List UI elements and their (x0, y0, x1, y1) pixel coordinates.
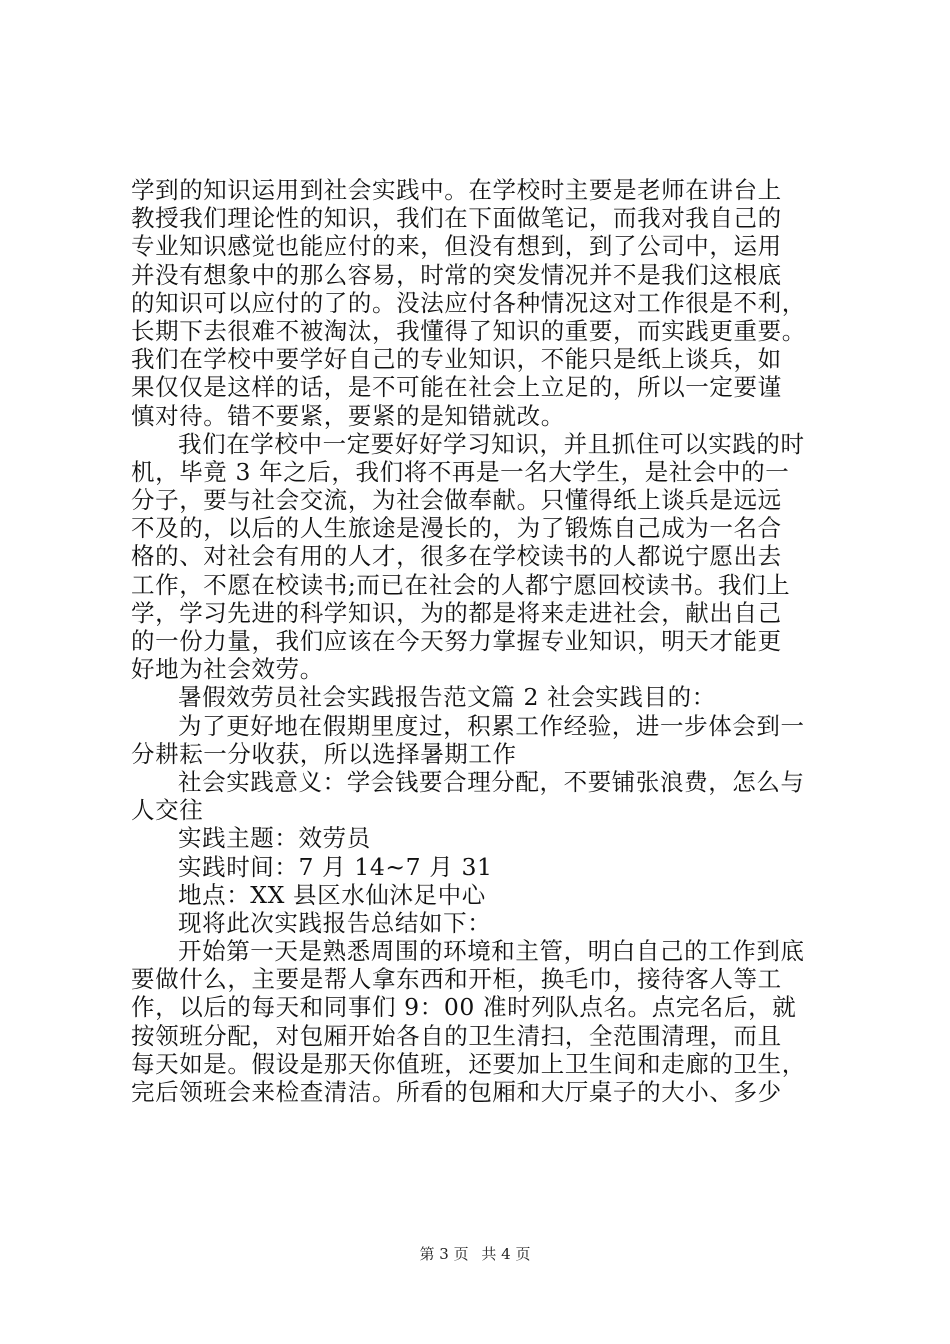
text-line: 学到的知识运用到社会实践中。在学校时主要是老师在讲台上 (131, 176, 782, 204)
text-line: 暑假效劳员社会实践报告范文篇 2 社会实践目的： (178, 683, 716, 712)
text-line: 我们在学校中要学好自己的专业知识，不能只是纸上谈兵，如 (131, 345, 782, 374)
text-line: 实践主题：效劳员 (178, 824, 371, 853)
text-line: 按领班分配，对包厢开始各自的卫生清扫，全范围清理，而且 (131, 1021, 782, 1050)
text-line: 长期下去很难不被淘汰，我懂得了知识的重要，而实践更重要。 (131, 316, 806, 345)
text-line: 教授我们理论性的知识，我们在下面做笔记，而我对我自己的 (131, 204, 782, 233)
text-line: 的一份力量，我们应该在今天努力掌握专业知识，明天才能更 (131, 627, 782, 655)
text-line: 专业知识感觉也能应付的来，但没有想到，到了公司中，运用 (131, 232, 782, 261)
page-footer (0, 1244, 950, 1264)
text-line: 人交往 (131, 796, 204, 825)
text-line: 要做什么，主要是帮人拿东西和开柜，换毛巾，接待客人等工 (131, 965, 782, 994)
text-line: 每天如是。假设是那天你值班，还要加上卫生间和走廊的卫生， (131, 1049, 806, 1078)
text-line: 好地为社会效劳。 (131, 655, 324, 684)
text-line: 格的、对社会有用的人才，很多在学校读书的人都说宁愿出去 (131, 542, 782, 571)
text-line: 果仅仅是这样的话，是不可能在社会上立足的，所以一定要谨 (131, 373, 782, 402)
text-line: 学，学习先进的科学知识，为的都是将来走进社会，献出自己 (131, 598, 782, 627)
text-line: 的知识可以应付的了的。没法应付各种情况这对工作很是不利， (131, 288, 806, 317)
text-line: 地点：XX 县区水仙沐足中心 (178, 880, 486, 909)
text-line: 作，以后的每天和同事们 9：00 准时列队点名。点完名后，就 (131, 993, 797, 1022)
text-line: 社会实践意义：学会钱要合理分配，不要铺张浪费，怎么与 (178, 767, 805, 796)
text-line: 不及的，以后的人生旅途是漫长的，为了锻炼自己成为一名合 (131, 514, 782, 543)
text-line: 完后领班会来检查清洁。所看的包厢和大厅桌子的大小、多少 (131, 1078, 782, 1106)
text-line: 为了更好地在假期里度过，积累工作经验，进一步体会到一 (178, 711, 805, 740)
text-line: 机，毕竟 3 年之后，我们将不再是一名大学生，是社会中的一 (131, 457, 790, 486)
text-line: 并没有想象中的那么容易，时常的突发情况并不是我们这根底 (131, 260, 782, 289)
text-line: 我们在学校中一定要好好学习知识，并且抓住可以实践的时 (178, 429, 805, 458)
text-line: 现将此次实践报告总结如下： (178, 908, 492, 937)
text-line: 实践时间：7 月 14~7 月 31 (178, 852, 493, 881)
text-line: 分耕耘一分收获，所以选择暑期工作 (131, 739, 517, 768)
text-line: 工作，不愿在校读书;而已在社会的人都宁愿回校读书。我们上 (131, 570, 791, 599)
page-total: 共 4 页 (481, 1245, 531, 1263)
text-line: 开始第一天是熟悉周围的环境和主管，明白自己的工作到底 (178, 937, 805, 966)
page-number: 第 3 页 (419, 1245, 469, 1263)
document-body (131, 176, 831, 1106)
text-line: 分子，要与社会交流，为社会做奉献。只懂得纸上谈兵是远远 (131, 486, 782, 515)
text-line: 慎对待。错不要紧，要紧的是知错就改。 (131, 401, 565, 430)
